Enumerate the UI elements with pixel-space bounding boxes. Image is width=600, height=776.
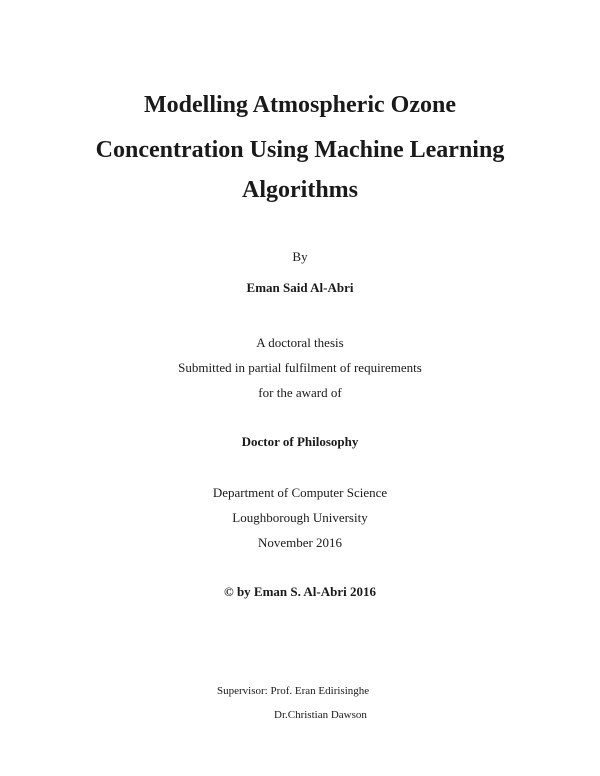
thesis-title-line-3: Algorithms [242,177,358,203]
department: Department of Computer Science [212,485,388,500]
thesis-type: A doctoral thesis [256,335,344,350]
degree-name: Doctor of Philosophy [241,434,359,449]
supervisor-primary: Supervisor: Prof. Eran Edirisinghe [217,685,370,697]
university: Loughborough University [232,510,368,525]
submission-statement: Submitted in partial fulfilment of requirements [178,360,422,375]
submission-date: November 2016 [257,535,343,550]
author-name: Eman Said Al-Abri [246,280,354,295]
thesis-title-line-1: Modelling Atmospheric Ozone [144,92,456,118]
copyright-notice: © by Eman S. Al-Abri 2016 [223,584,376,599]
supervisor-secondary: Dr.Christian Dawson [274,709,367,721]
by-label: By [292,249,308,264]
award-statement: for the award of [258,385,342,400]
thesis-title-line-2: Concentration Using Machine Learning [95,137,505,163]
